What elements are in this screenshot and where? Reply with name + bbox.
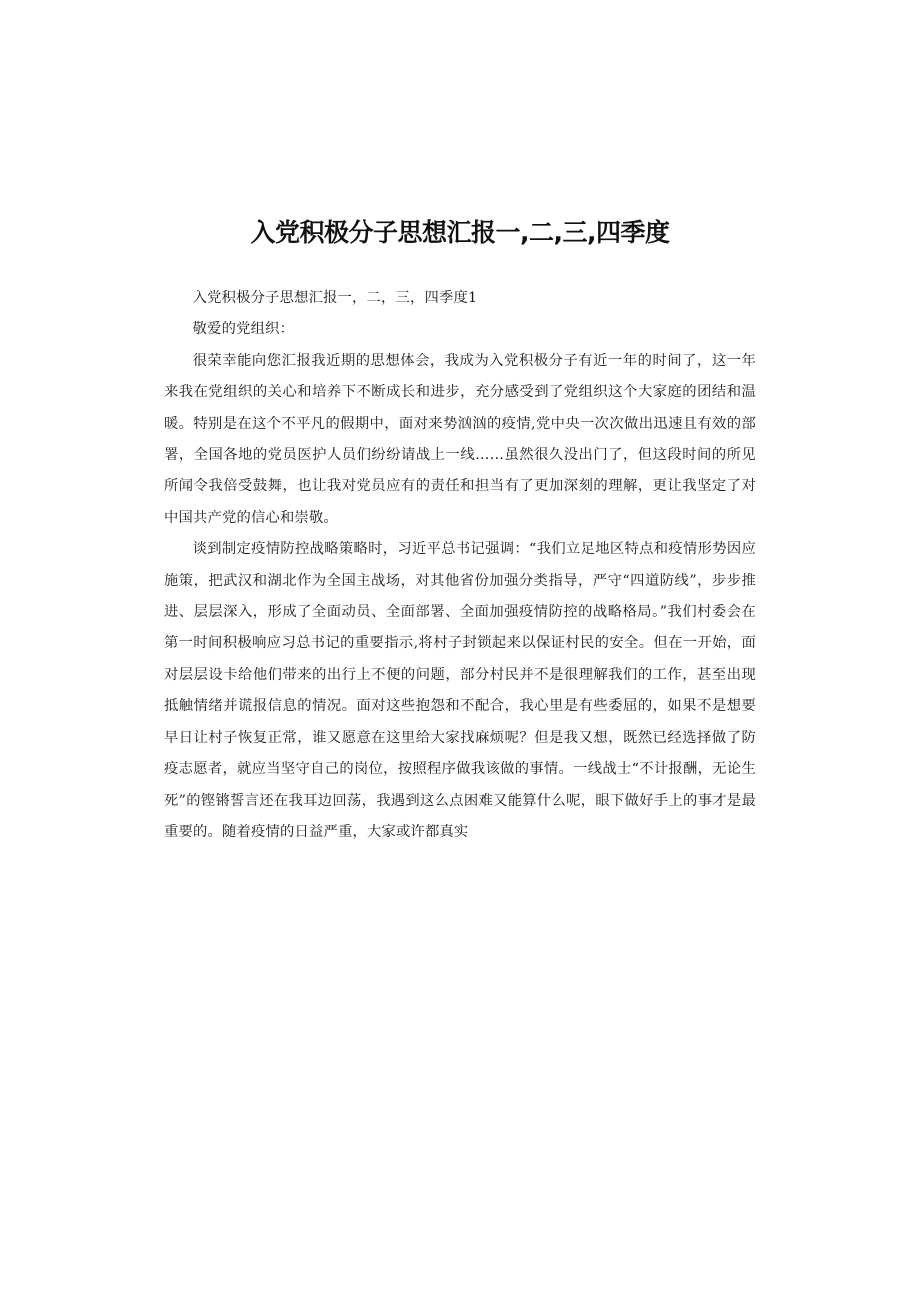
- document-subtitle: 入党积极分子思想汇报一，二，三，四季度1: [192, 290, 478, 306]
- document-title: 入党积极分子思想汇报一,二,三,四季度: [250, 218, 670, 247]
- paragraph-1: 很荣幸能向您汇报我近期的思想体会，我成为入党积极分子有近一年的时间了，这一年来我在党组织的关心和培养下不断成长和进步，充分感受到了党组织这个大家庭的团结和温暖。特别是在这个不平凡的假期中，面对来势汹汹的疫情,党中央一次次做出迅速且有效的部署，全国各地的党员医护人员们纷纷请战上一线……虽然很久没出门了，但这段时间的所见所闻令我倍受鼓舞，也让我对党员应有的责任和担当有了更加深刻的理解，更让我坚定了对中国共产党的信心和崇敬。: [164, 352, 756, 526]
- document-body: [164, 283, 756, 848]
- paragraph-2: 谈到制定疫情防控战略策略时，习近平总书记强调：“我们立足地区特点和疫情形势因应施策，把武汉和湖北作为全国主战场，对其他省份加强分类指导，严守“四道防线”，步步推进、层层深入，形成了全面动员、全面部署、全面加强疫情防控的战略格局。”我们村委会在第一时间积极响应习总书记的重要指示,将村子封锁起来以保证村民的安全。但在一开始，面对层层设卡给他们带来的出行上不便的问题，部分村民并不是很理解我们的工作，甚至出现抵触情绪并谎报信息的情况。面对这些抱怨和不配合，我心里是有些委屈的，如果不是想要早日让村子恢复正常，谁又愿意在这里给大家找麻烦呢？但是我又想，既然已经选择做了防疫志愿者，就应当坚守自己的岗位，按照程序做我该做的事情。一线战士“不计报酬，无论生死”的铿锵誓言还在我耳边回荡，我遇到这么点困难又能算什么呢，眼下做好手上的事才是最重要的。随着疫情的日益严重，大家或许都真实: [164, 541, 756, 840]
- salutation: 敬爱的党组织：: [192, 321, 295, 338]
